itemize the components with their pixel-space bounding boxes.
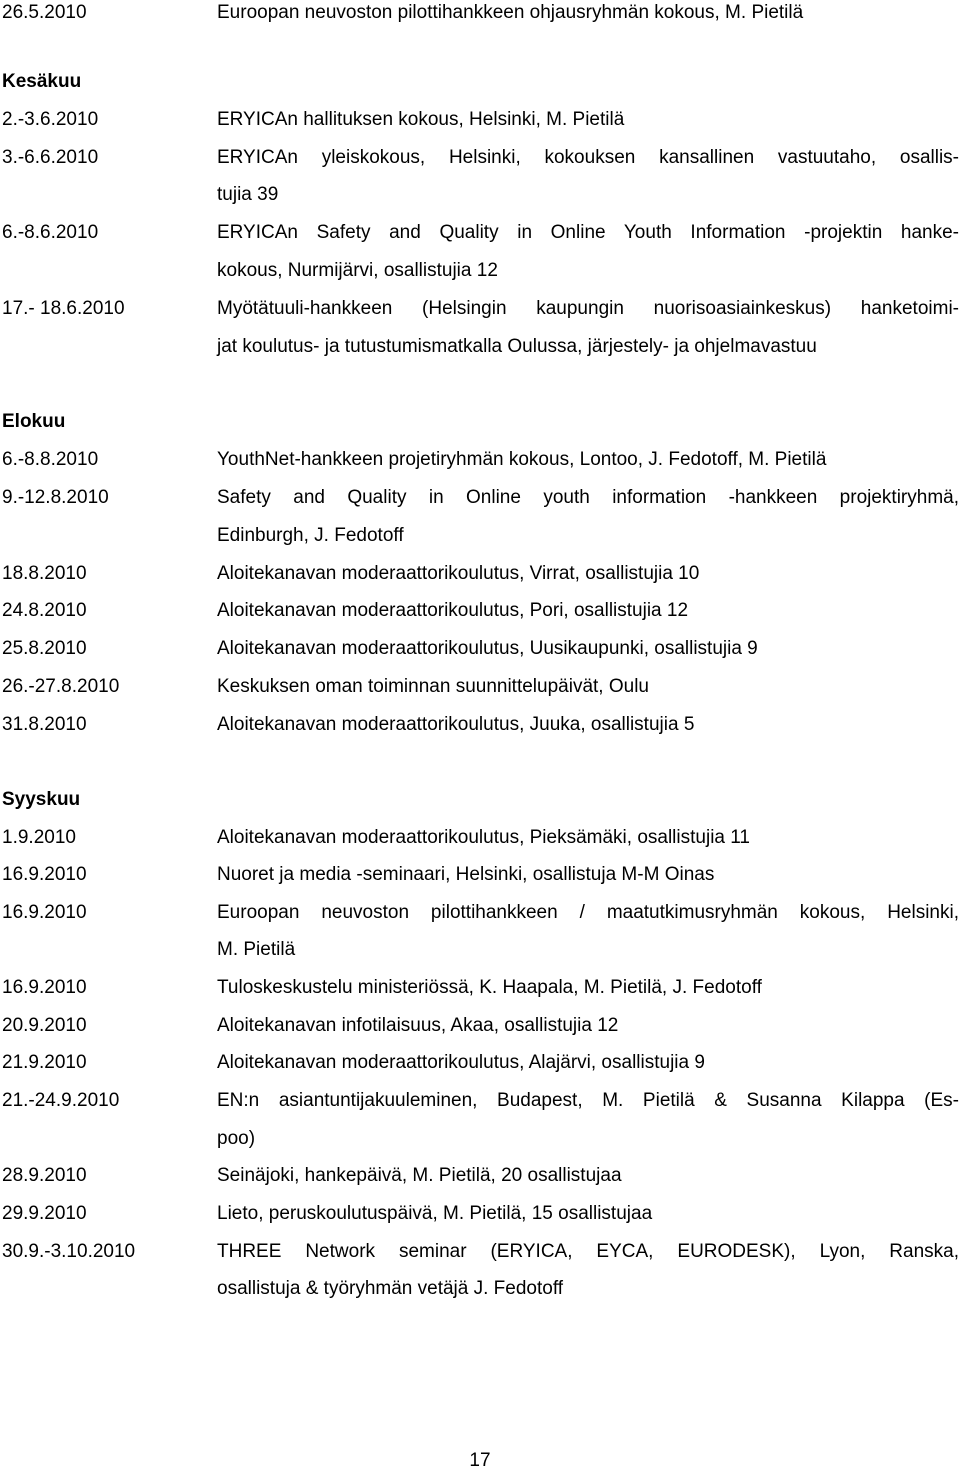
entry-text: M. Pietilä (217, 939, 296, 960)
entry-text: Tuloskeskustelu ministeriössä, K. Haapala, M. Pietilä, J. Fedotoff (217, 977, 762, 998)
entry-row (0, 1201, 960, 1227)
page-number: 17 (469, 1450, 491, 1471)
entry-date: 9.-12.8.2010 (2, 487, 109, 508)
entry-text: Aloitekanavan moderaattorikoulutus, Virrat, osallistujia 10 (217, 563, 700, 584)
entry-text: Seinäjoki, hankepäivä, M. Pietilä, 20 osallistujaa (217, 1165, 622, 1186)
entry-date: 30.9.-3.10.2010 (2, 1241, 136, 1262)
entry-row-continuation (0, 258, 960, 284)
entry-row (0, 296, 960, 322)
entry-text: EN:n asiantuntijakuuleminen, Budapest, M. Pietilä & Susanna Kilappa (Es- (217, 1090, 959, 1111)
entry-text: Nuoret ja media -seminaari, Helsinki, osallistuja M-M Oinas (217, 864, 715, 885)
entry-text: Euroopan neuvoston pilottihankkeen ohjausryhmän kokous, M. Pietilä (217, 2, 804, 23)
entry-row (0, 561, 960, 587)
entry-text: Myötätuuli-hankkeen (Helsingin kaupungin nuorisoasiainkeskus) hanketoimi- (217, 298, 959, 319)
entry-text: Safety and Quality in Online youth information -hankkeen projektiryhmä, (217, 487, 959, 508)
entry-date: 26.5.2010 (2, 2, 87, 23)
entry-row (0, 1050, 960, 1076)
entry-row-continuation (0, 1126, 960, 1152)
entry-text: Aloitekanavan moderaattorikoulutus, Alajärvi, osallistujia 9 (217, 1052, 705, 1073)
entry-text: THREE Network seminar (ERYICA, EYCA, EURODESK), Lyon, Ranska, (217, 1241, 959, 1262)
entry-date: 1.9.2010 (2, 827, 76, 848)
entry-row (0, 220, 960, 246)
entry-row (0, 1239, 960, 1265)
entry-date: 31.8.2010 (2, 714, 87, 735)
entry-row (0, 107, 960, 133)
entry-date: 18.8.2010 (2, 563, 87, 584)
entry-row-continuation (0, 523, 960, 549)
month-heading-syyskuu: Syyskuu (2, 789, 81, 810)
entry-date: 24.8.2010 (2, 600, 87, 621)
entry-text: YouthNet-hankkeen projetiryhmän kokous, Lontoo, J. Fedotoff, M. Pietilä (217, 449, 827, 470)
entry-text: poo) (217, 1128, 256, 1149)
entry-date: 17.- 18.6.2010 (2, 298, 125, 319)
entry-row (0, 674, 960, 700)
entry-row (0, 598, 960, 624)
entry-row (0, 485, 960, 511)
entry-text: ERYICAn Safety and Quality in Online Youth Information -projektin hanke- (217, 222, 959, 243)
entry-text: Aloitekanavan moderaattorikoulutus, Uusikaupunki, osallistujia 9 (217, 638, 758, 659)
entry-date: 16.9.2010 (2, 977, 87, 998)
entry-date: 20.9.2010 (2, 1015, 87, 1036)
entry-date: 6.-8.6.2010 (2, 222, 99, 243)
entry-text: ERYICAn hallituksen kokous, Helsinki, M. Pietilä (217, 109, 625, 130)
entry-row (0, 712, 960, 738)
entry-date: 16.9.2010 (2, 864, 87, 885)
entry-text: ERYICAn yleiskokous, Helsinki, kokouksen kansallinen vastuutaho, osallis- (217, 147, 959, 168)
entry-text: Euroopan neuvoston pilottihankkeen / maatutkimusryhmän kokous, Helsinki, (217, 902, 959, 923)
entry-row (0, 0, 960, 26)
entry-row (0, 447, 960, 473)
month-heading-elokuu: Elokuu (2, 411, 66, 432)
entry-text: Aloitekanavan moderaattorikoulutus, Pieksämäki, osallistujia 11 (217, 827, 750, 848)
entry-date: 6.-8.8.2010 (2, 449, 99, 470)
entry-text: Aloitekanavan moderaattorikoulutus, Pori, osallistujia 12 (217, 600, 689, 621)
month-heading-kesakuu: Kesäkuu (2, 71, 82, 92)
entry-text: Aloitekanavan infotilaisuus, Akaa, osallistujia 12 (217, 1015, 619, 1036)
entry-row (0, 145, 960, 171)
entry-text: tujia 39 (217, 184, 279, 205)
entry-row-continuation (0, 937, 960, 963)
entry-row (0, 636, 960, 662)
entry-row-continuation (0, 182, 960, 208)
entry-date: 29.9.2010 (2, 1203, 87, 1224)
entry-text: Aloitekanavan moderaattorikoulutus, Juuka, osallistujia 5 (217, 714, 695, 735)
entry-date: 26.-27.8.2010 (2, 676, 120, 697)
entry-date: 21.9.2010 (2, 1052, 87, 1073)
entry-date: 3.-6.6.2010 (2, 147, 99, 168)
entry-date: 28.9.2010 (2, 1165, 87, 1186)
entry-row (0, 975, 960, 1001)
entry-text: Edinburgh, J. Fedotoff (217, 525, 404, 546)
entry-date: 2.-3.6.2010 (2, 109, 99, 130)
entry-date: 16.9.2010 (2, 902, 87, 923)
entry-row (0, 1088, 960, 1114)
entry-row (0, 900, 960, 926)
entry-date: 25.8.2010 (2, 638, 87, 659)
entry-text: jat koulutus- ja tutustumismatkalla Oulussa, järjestely- ja ohjelmavastuu (217, 336, 817, 357)
entry-row-continuation (0, 334, 960, 360)
entry-row (0, 1163, 960, 1189)
entry-row-continuation (0, 1276, 960, 1302)
entry-row (0, 1013, 960, 1039)
entry-row (0, 825, 960, 851)
entry-text: Lieto, peruskoulutuspäivä, M. Pietilä, 15 osallistujaa (217, 1203, 653, 1224)
entry-text: Keskuksen oman toiminnan suunnittelupäivät, Oulu (217, 676, 649, 697)
entry-date: 21.-24.9.2010 (2, 1090, 120, 1111)
entry-text: osallistuja & työryhmän vetäjä J. Fedotoff (217, 1278, 564, 1299)
entry-text: kokous, Nurmijärvi, osallistujia 12 (217, 260, 498, 281)
entry-row (0, 862, 960, 888)
